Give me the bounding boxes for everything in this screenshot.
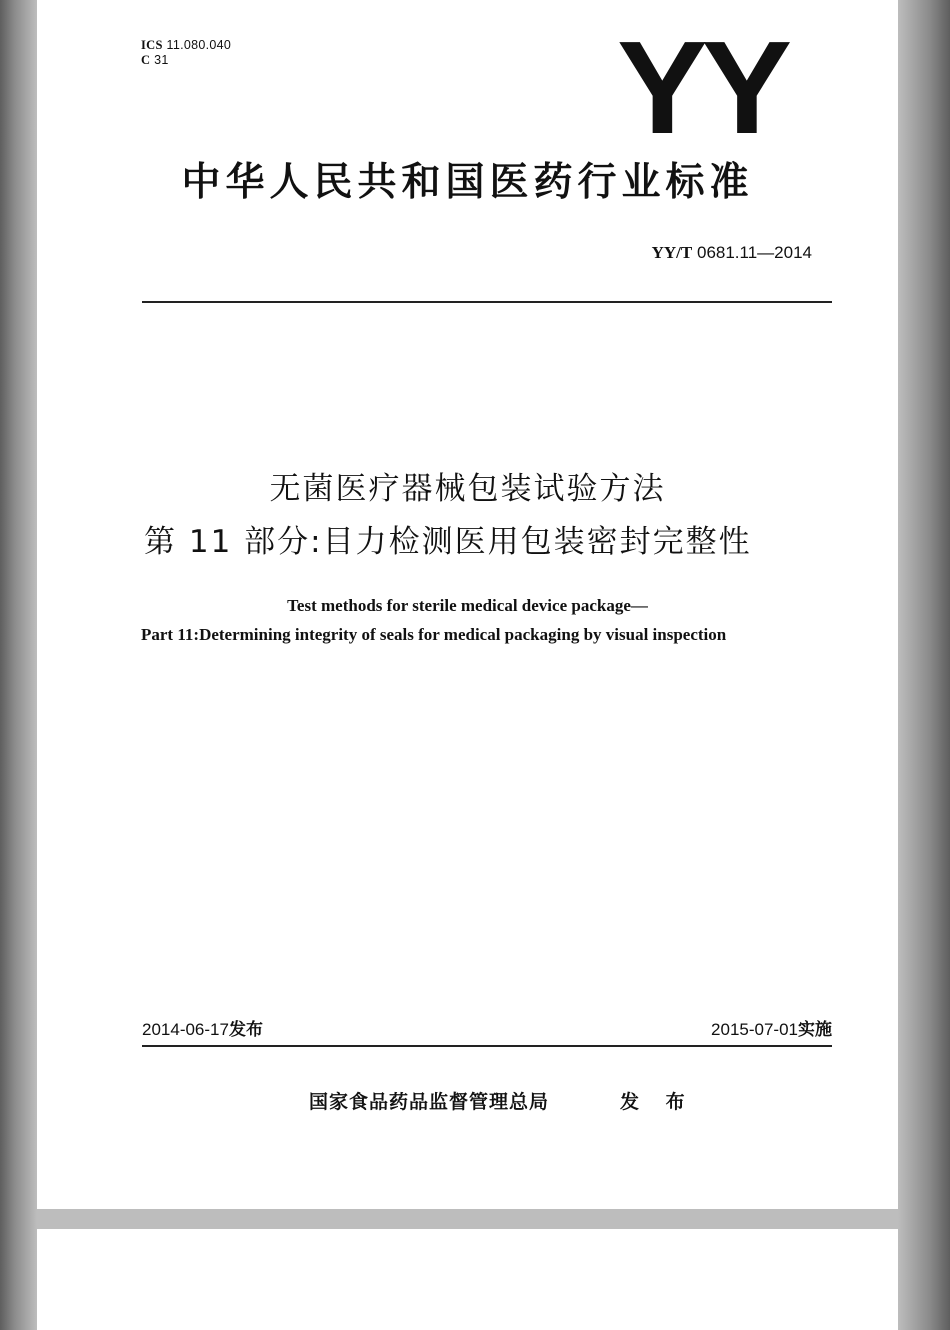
ics-code: ICS 11.080.040 — [141, 38, 232, 52]
publish-label: 发 布 — [620, 1091, 695, 1113]
classification-codes — [141, 38, 231, 68]
title-cn-line2: 第 11 部分:目力检测医用包装密封完整性 — [144, 524, 752, 560]
cover-page — [37, 0, 898, 1209]
title-en-line2: Part 11:Determining integrity of seals for medical packaging by visual inspection — [141, 625, 727, 644]
title-en-line1: Test methods for sterile medical device package— — [287, 596, 648, 615]
org-title: 中华人民共和国医药行业标准 — [181, 160, 754, 205]
footer-divider — [142, 1045, 832, 1047]
standard-number: YY/T 0681.11—2014 — [651, 243, 812, 262]
next-page — [37, 1229, 898, 1330]
title-cn-line1: 无菌医疗器械包装试验方法 — [269, 471, 666, 507]
publisher: 国家食品药品监督管理总局 — [309, 1091, 550, 1113]
ccs-code: C 31 — [141, 53, 169, 67]
standard-logo: YY — [617, 14, 787, 161]
header-divider — [142, 301, 832, 303]
implementation-date: 2015-07-01实施 — [711, 1020, 832, 1040]
issue-date: 2014-06-17发布 — [142, 1020, 263, 1040]
